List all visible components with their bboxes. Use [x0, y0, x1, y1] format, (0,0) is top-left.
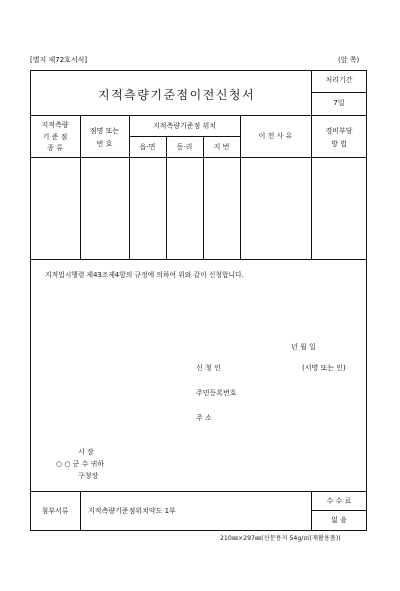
name-header-line2: 번 호 [96, 140, 113, 148]
form-number: [별지 제72호서식] [30, 56, 88, 64]
cost-header-line2: 방 법 [331, 140, 347, 148]
divider [166, 136, 167, 259]
type-header-line1: 지적측량 [41, 121, 69, 129]
location-jibeon-header: 지 번 [213, 143, 230, 151]
processing-period-value: 7일 [333, 99, 345, 107]
type-header-line3: 종 류 [47, 144, 63, 152]
location-header: 지적측량기준점 위치 [152, 122, 217, 130]
divider [30, 259, 367, 260]
divider [80, 115, 81, 259]
fee-value: 없 음 [331, 516, 347, 524]
applicant-label: 신 청 인 [196, 364, 221, 372]
divider [311, 92, 367, 93]
divider [80, 491, 81, 531]
paper-spec: 210㎜×297㎜(신문용지 54g/㎡(재활용품)) [220, 535, 341, 542]
application-statement: 지적법시행령 제43조제4항의 규정에 의하여 위와 같이 신청합니다. [45, 271, 244, 279]
divider [129, 115, 130, 259]
reason-header: 이 전 사 유 [258, 132, 293, 140]
fee-label: 수 수 료 [326, 497, 352, 505]
divider [129, 136, 240, 137]
address-label: 주 소 [196, 414, 212, 422]
resident-number-label: 주민등록번호 [196, 389, 237, 397]
divider [311, 491, 312, 531]
cost-header-line1: 경비부담 [325, 127, 353, 135]
divider [203, 136, 204, 259]
name-header-line1: 점명 또는 [89, 127, 120, 135]
page-side-label: (앞 쪽) [338, 56, 360, 64]
divider [311, 115, 312, 259]
divider [311, 510, 367, 511]
location-dong-header: 동·리 [176, 143, 193, 151]
attachments-value: 지적측량기준점위치약도 1부 [88, 507, 176, 515]
form-title: 지적측량기준점이전신청서 [98, 88, 256, 102]
recipient-line3: 구청장 [78, 472, 99, 480]
application-date: 년 월 일 [291, 343, 316, 351]
type-header-line2: 기 준 점 [42, 133, 68, 141]
location-eup-header: 읍·면 [139, 143, 156, 151]
recipient-line1: 시 장 [78, 448, 94, 456]
processing-period-label: 처리기간 [325, 76, 353, 84]
signature-note: (서명 또는 인) [302, 364, 346, 372]
recipient-line2: ○ ○ 군 수 귀하 [56, 460, 105, 468]
attachments-label: 첨부서류 [41, 507, 69, 515]
